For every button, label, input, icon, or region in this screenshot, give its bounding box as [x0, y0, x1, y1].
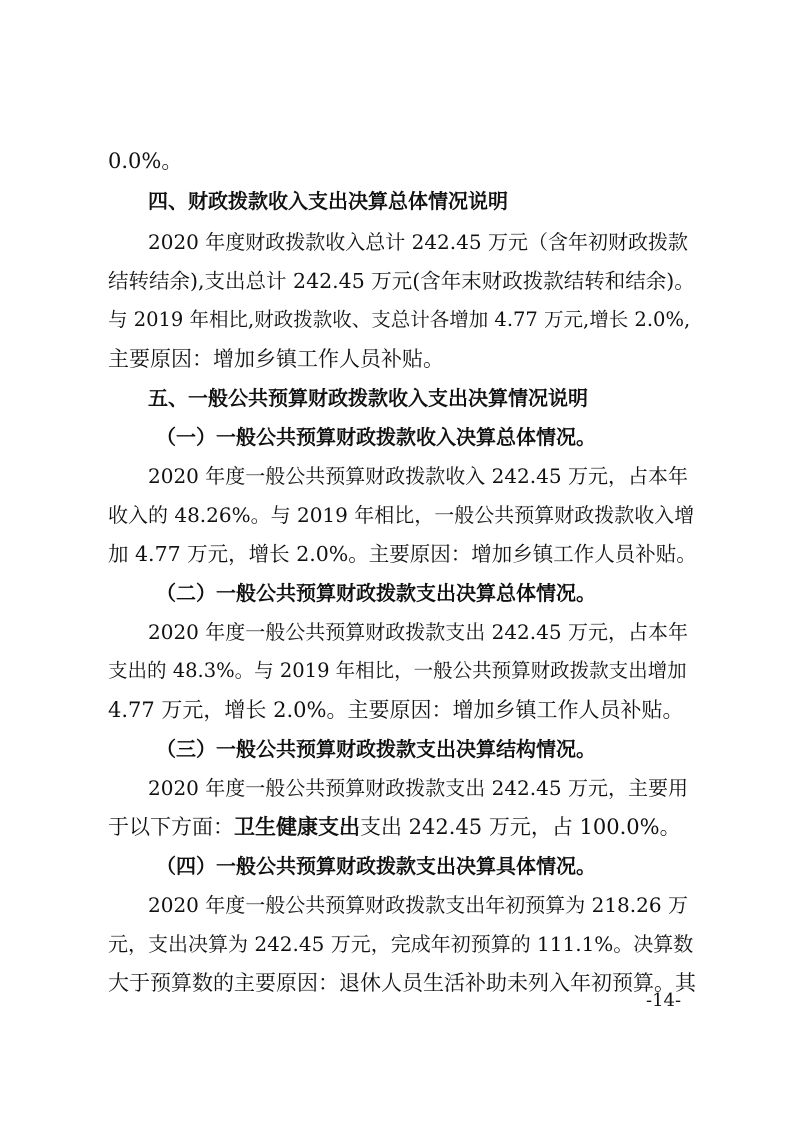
body-text-line: 2020 年度一般公共预算财政拨款支出 242.45 万元，占本年 [148, 620, 688, 644]
body-text-line: 大于预算数的主要原因：退休人员生活补助未列入年初预算。其 [108, 971, 696, 995]
body-text-line: 主要原因：增加乡镇工作人员补贴。 [108, 347, 444, 371]
body-text-line: 2020 年度一般公共预算财政拨款支出 242.45 万元，主要用 [148, 776, 688, 800]
body-text-line: 支出的 48.3%。与 2019 年相比，一般公共预算财政拨款支出增加 [108, 659, 687, 682]
body-text-line: 4.77 万元，增长 2.0%。主要原因：增加乡镇工作人员补贴。 [108, 698, 684, 722]
subsection-heading: （一）一般公共预算财政拨款收入决算总体情况。 [156, 425, 596, 449]
body-text-line: 元，支出决算为 242.45 万元，完成年初预算的 111.1%。决算数 [108, 932, 694, 956]
body-text-line: 与 2019 年相比,财政拨款收、支总计各增加 4.77 万元,增长 2.0%, [108, 308, 691, 331]
body-text-line: 0.0%。 [108, 149, 183, 173]
body-text-line [108, 814, 698, 840]
body-text-line: 2020 年度一般公共预算财政拨款收入 242.45 万元，占本年 [148, 464, 688, 488]
body-text-line: 结转结余),支出总计 242.45 万元(含年末财政拨款结转和结余)。 [108, 269, 695, 293]
body-text-line: 收入的 48.26%。与 2019 年相比，一般公共预算财政拨款收入增 [108, 503, 695, 527]
body-text-line: 2020 年度一般公共预算财政拨款支出年初预算为 218.26 万 [148, 893, 688, 917]
subsection-heading: （三）一般公共预算财政拨款支出决算结构情况。 [156, 737, 596, 761]
body-text-segment: 支出 242.45 万元，占 100.0%。 [360, 815, 681, 839]
section-heading: 五、一般公共预算财政拨款收入支出决算情况说明 [148, 386, 588, 410]
body-text-segment: 于以下方面： [108, 815, 234, 839]
emphasis-text: 卫生健康支出 [234, 815, 360, 839]
body-text-line: 加 4.77 万元，增长 2.0%。主要原因：增加乡镇工作人员补贴。 [108, 542, 697, 566]
page-number: -14- [646, 990, 682, 1011]
subsection-heading: （二）一般公共预算财政拨款支出决算总体情况。 [156, 581, 596, 605]
body-text-line: 2020 年度财政拨款收入总计 242.45 万元（含年初财政拨款 [148, 230, 688, 254]
subsection-heading: （四）一般公共预算财政拨款支出决算具体情况。 [156, 854, 596, 878]
section-heading: 四、财政拨款收入支出决算总体情况说明 [148, 189, 508, 213]
